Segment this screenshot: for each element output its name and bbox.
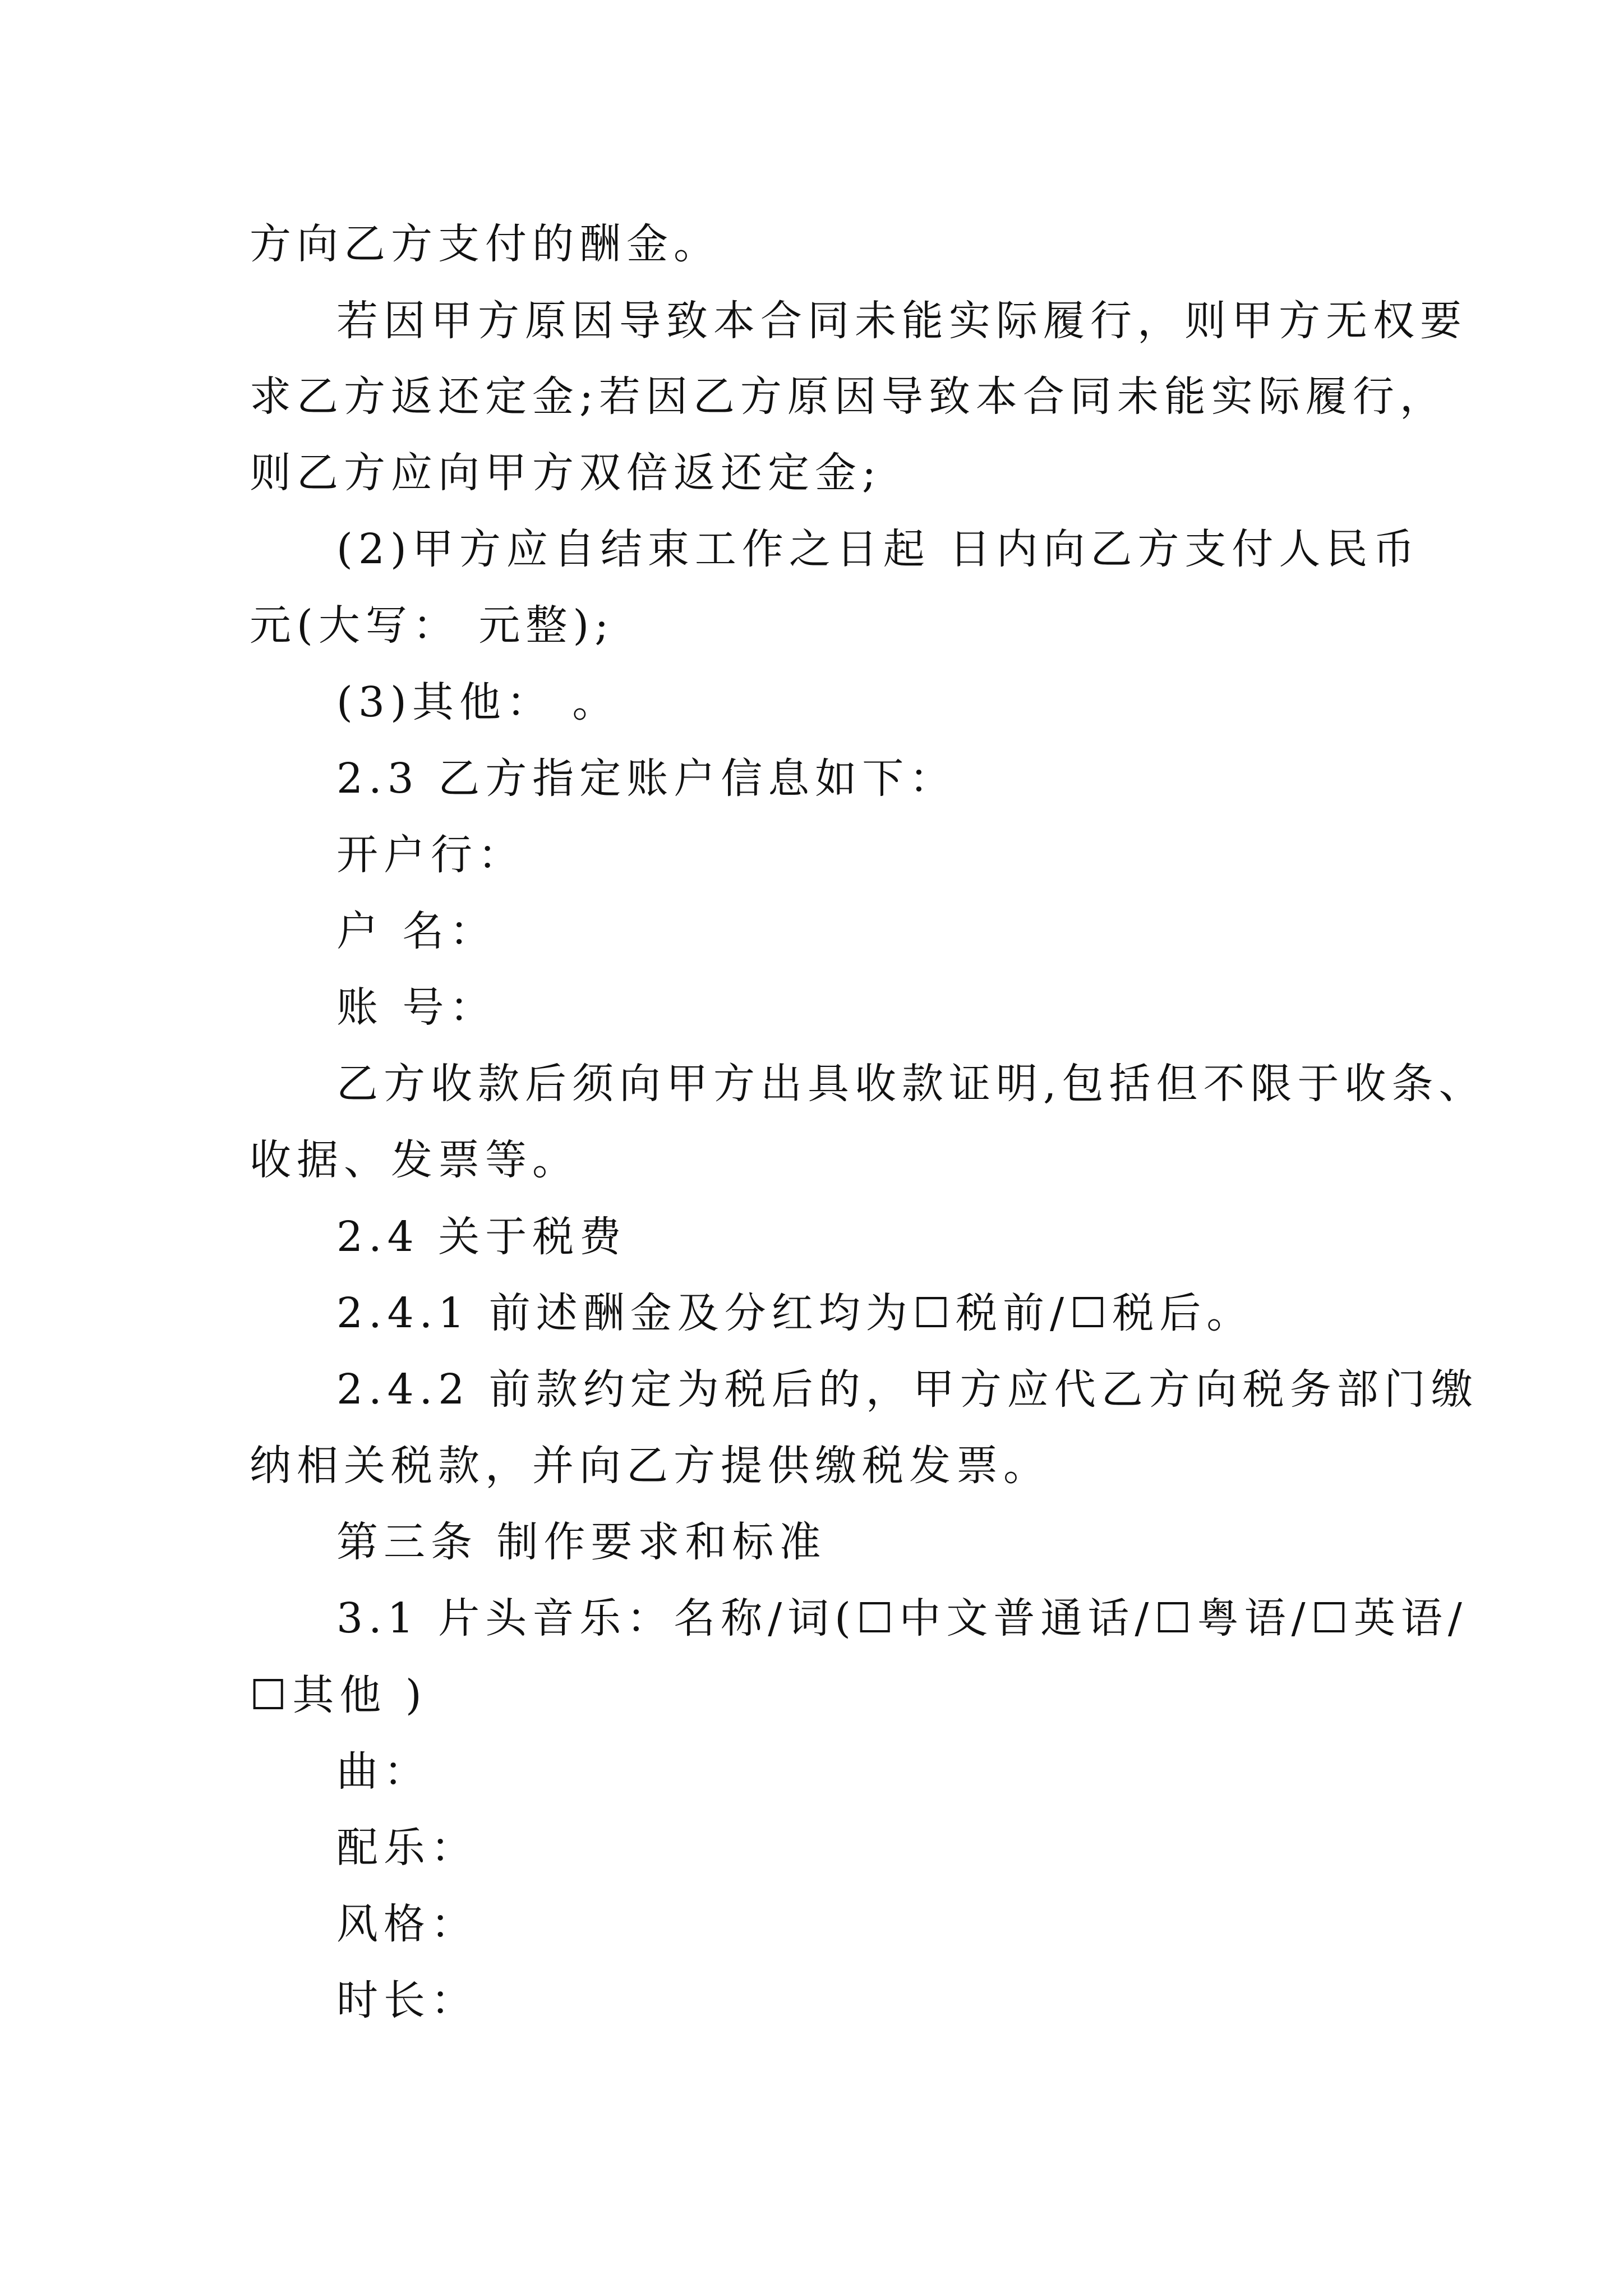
- text-line: 则乙方应向甲方双倍返还定金;: [250, 449, 882, 497]
- text-line: 配乐：: [336, 1824, 478, 1872]
- text-line: 2.3 乙方指定账户信息如下：: [336, 754, 957, 803]
- text-line: 求乙方返还定金;若因乙方原因导致本合同未能实际履行，: [250, 372, 1447, 421]
- text-line: 户 名：: [336, 907, 497, 955]
- text-line: 开户行：: [336, 831, 525, 879]
- text-line: 纳相关税款，并向乙方提供缴税发票。: [250, 1442, 1050, 1490]
- text-line: 方向乙方支付的酬金。: [250, 220, 721, 268]
- text-line: 风格：: [336, 1900, 478, 1948]
- text-line: 曲：: [336, 1747, 431, 1796]
- text-line: 3.1 片头音乐：名称/词(☐中文普通话/☐粤语/☐英语/: [336, 1594, 1468, 1642]
- text-line: 2.4 关于税费: [336, 1213, 627, 1261]
- text-line: (2)甲方应自结束工作之日起 日内向乙方支付人民币: [336, 525, 1421, 573]
- text-line: 2.4.1 前述酬金及分红均为☐税前/☐税后。: [336, 1289, 1254, 1337]
- text-line: 账 号：: [336, 983, 497, 1032]
- text-line: ☐其他 ): [250, 1671, 427, 1719]
- text-line: 收据、发票等。: [250, 1136, 579, 1184]
- section-heading: 第三条 制作要求和标准: [336, 1518, 827, 1566]
- text-line: 乙方收款后须向甲方出具收款证明,包括但不限于收条、: [336, 1060, 1486, 1108]
- text-line: 元(大写： 元整);: [250, 601, 615, 650]
- text-line: (3)其他： 。: [336, 678, 620, 726]
- text-line: 时长：: [336, 1976, 478, 2024]
- text-line: 2.4.2 前款约定为税后的，甲方应代乙方向税务部门缴: [336, 1365, 1478, 1414]
- text-line: 若因甲方原因导致本合同未能实际履行，则甲方无权要: [336, 297, 1467, 345]
